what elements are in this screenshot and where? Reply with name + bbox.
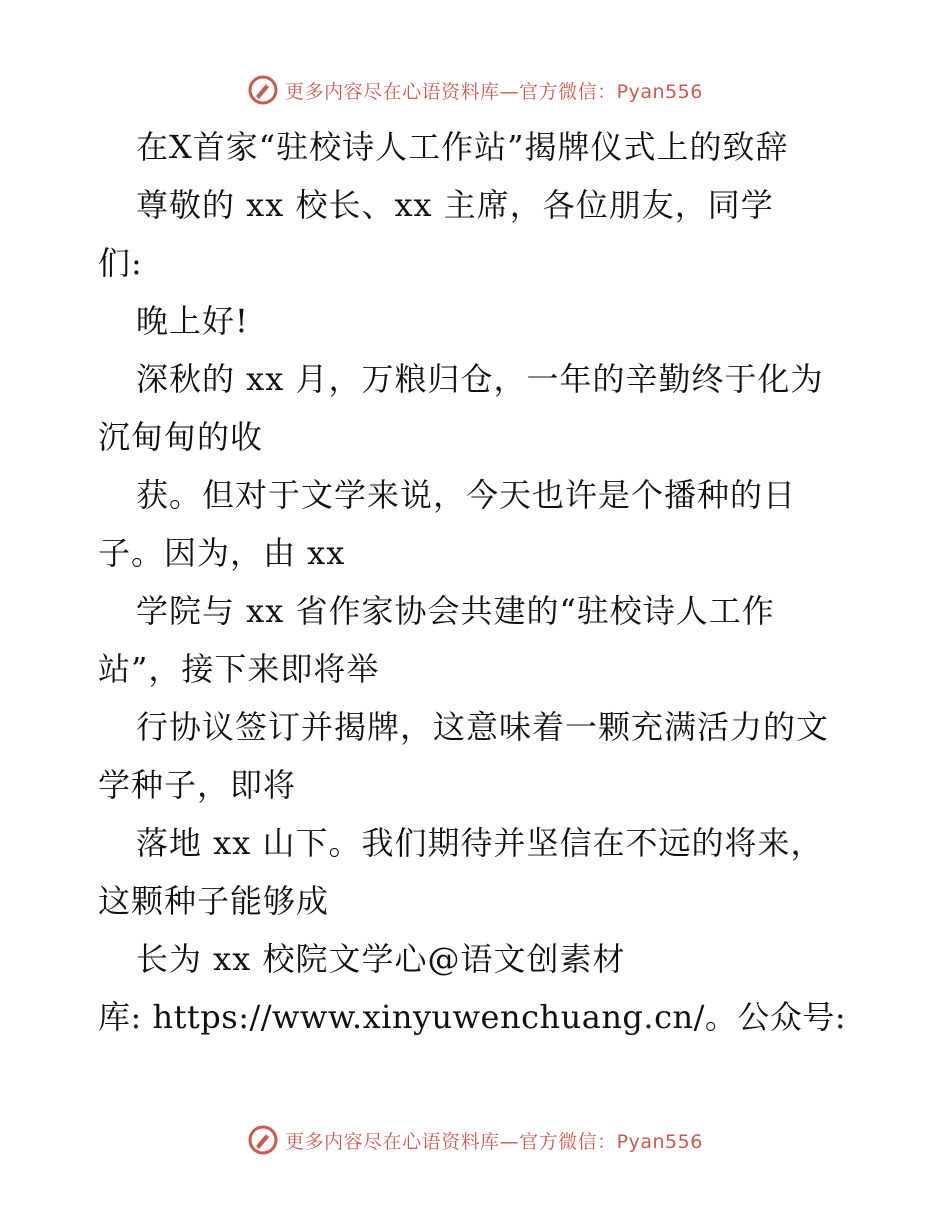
text-line: 沉甸甸的收	[98, 418, 264, 456]
text-line: 学种子，即将	[98, 766, 297, 804]
text-line-with-url: 库: https://www.xinyuwenchuang.cn/。公众号:	[98, 998, 847, 1036]
text-line: 获。但对于文学来说，今天也许是个播种的日	[136, 476, 797, 514]
text-line: 行协议签订并揭牌，这意味着一颗充满活力的文	[136, 708, 830, 746]
text-line: 子。因为，由 xx	[98, 534, 346, 572]
pen-seal-icon	[247, 74, 279, 106]
text-line: 站”，接下来即将举	[98, 650, 380, 688]
footer-banner	[0, 1120, 950, 1160]
text-line: 长为 xx 校院文学心@语文创素材	[136, 940, 626, 978]
text-line: 晚上好!	[136, 302, 249, 340]
header-banner	[0, 70, 950, 110]
document-body	[98, 118, 888, 1046]
banner-text: 更多内容尽在心语资料库—官方微信：Pyan556	[285, 1130, 703, 1153]
text-line: 深秋的 xx 月，万粮归仓，一年的辛勤终于化为	[136, 360, 824, 398]
text-line: 这颗种子能够成	[98, 882, 330, 920]
text-line: 尊敬的 xx 校长、xx 主席，各位朋友，同学	[136, 186, 774, 224]
text-line: 学院与 xx 省作家协会共建的“驻校诗人工作	[136, 592, 775, 630]
banner-text: 更多内容尽在心语资料库—官方微信：Pyan556	[285, 80, 703, 103]
pen-seal-icon	[247, 1124, 279, 1156]
text-line: 们:	[98, 244, 143, 282]
text-line: 落地 xx 山下。我们期待并坚信在不远的将来，	[136, 824, 824, 862]
document-title: 在X首家“驻校诗人工作站”揭牌仪式上的致辞	[136, 128, 789, 166]
